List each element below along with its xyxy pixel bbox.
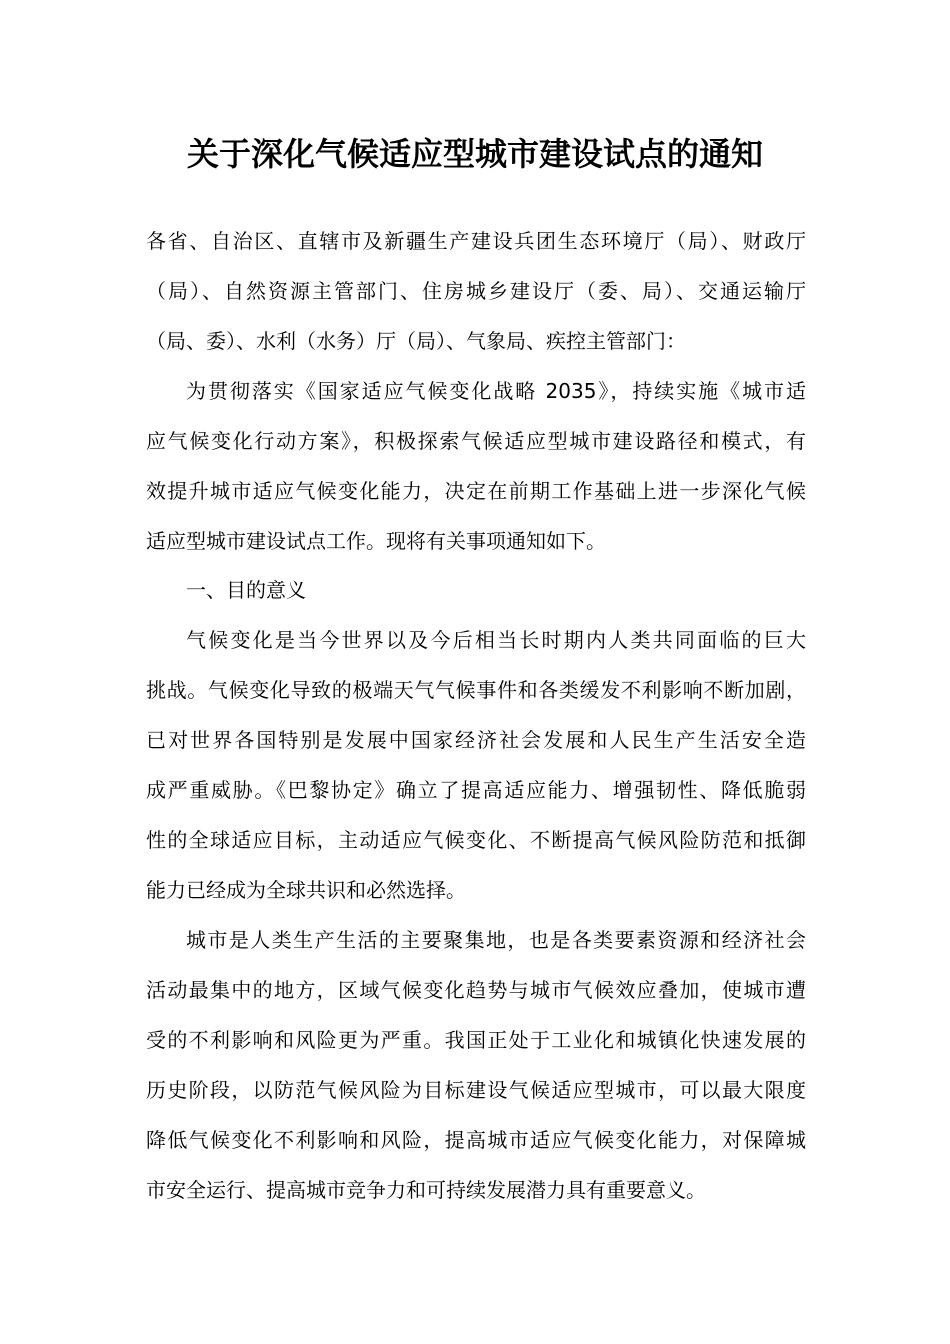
- paragraph-line: 历史阶段，以防范气候风险为目标建设气候适应型城市，可以最大限度: [146, 1078, 806, 1102]
- paragraph-line: 性的全球适应目标，主动适应气候变化、不断提高气候风险防范和抵御: [146, 828, 806, 852]
- paragraph-line: 市安全运行、提高城市竞争力和可持续发展潜力具有重要意义。: [146, 1178, 706, 1202]
- intro-line: 适应型城市建设试点工作。现将有关事项通知如下。: [146, 529, 606, 553]
- paragraph-line: 能力已经成为全球共识和必然选择。: [146, 878, 466, 902]
- intro-line: 应气候变化行动方案》，积极探索气候适应型城市建设路径和模式，有: [146, 429, 806, 453]
- intro-line: 为贯彻落实《国家适应气候变化战略 2035》，持续实施《城市适: [186, 379, 806, 403]
- paragraph-line: 活动最集中的地方，区域气候变化趋势与城市气候效应叠加，使城市遭: [146, 978, 806, 1002]
- paragraph-line: 降低气候变化不利影响和风险，提高城市适应气候变化能力，对保障城: [146, 1128, 806, 1152]
- paragraph-line: 气候变化是当今世界以及今后相当长时期内人类共同面临的巨大: [186, 628, 806, 652]
- paragraph-line: 受的不利影响和风险更为严重。我国正处于工业化和城镇化快速发展的: [146, 1028, 806, 1052]
- salutation-line: （局）、自然资源主管部门、住房城乡建设厅（委、局）、交通运输厅: [146, 279, 806, 303]
- paragraph-line: 挑战。气候变化导致的极端天气气候事件和各类缓发不利影响不断加剧，: [146, 678, 806, 702]
- paragraph-line: 成严重威胁。《巴黎协定》确立了提高适应能力、增强韧性、降低脆弱: [146, 778, 806, 802]
- paragraph-line: 已对世界各国特别是发展中国家经济社会发展和人民生产生活安全造: [146, 728, 806, 752]
- document-title: 关于深化气候适应型城市建设试点的通知: [186, 135, 763, 173]
- section-heading: 一、目的意义: [186, 578, 306, 602]
- salutation-line: （局、委）、水利（水务）厅（局）、气象局、疾控主管部门：: [146, 329, 686, 353]
- paragraph-line: 城市是人类生产生活的主要聚集地，也是各类要素资源和经济社会: [186, 928, 806, 952]
- salutation-line: 各省、自治区、直辖市及新疆生产建设兵团生态环境厅（局）、财政厅: [146, 229, 806, 253]
- intro-line: 效提升城市适应气候变化能力，决定在前期工作基础上进一步深化气候: [146, 479, 806, 503]
